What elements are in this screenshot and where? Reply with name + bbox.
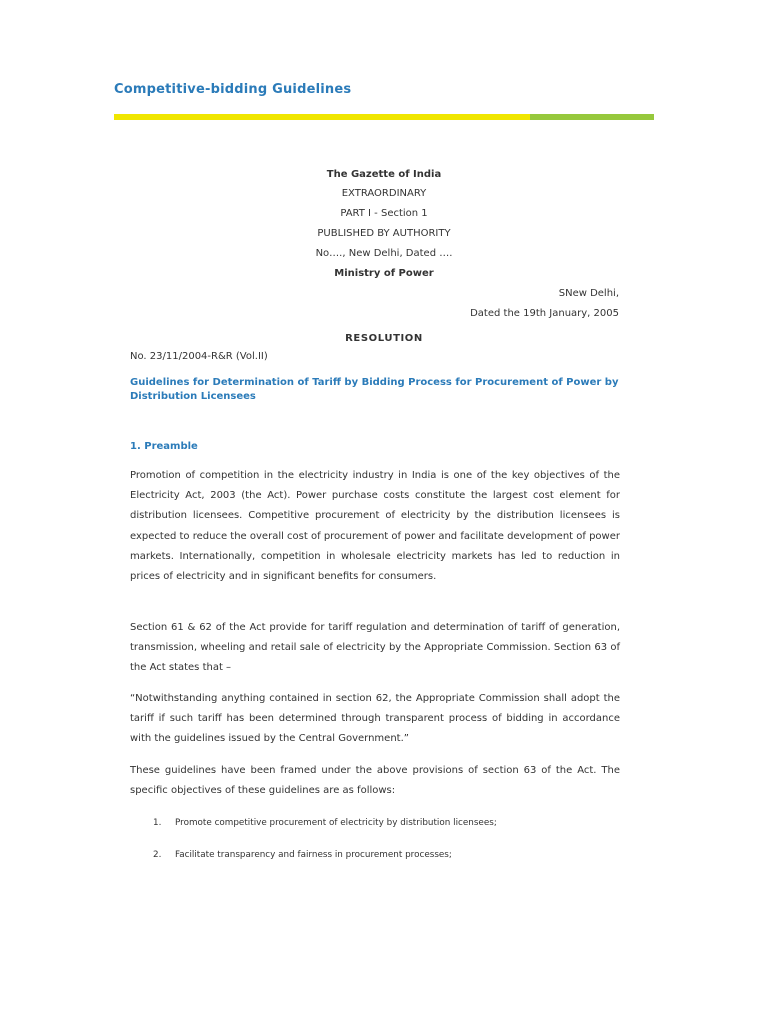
gazette-number-place: No…., New Delhi, Dated …. [315,248,453,259]
list-item-text: Promote competitive procurement of electricity by distribution licensees; [175,818,497,828]
document-title: Competitive-bidding Guidelines [114,82,352,97]
gazette-extraordinary: EXTRAORDINARY [341,188,427,199]
list-item [153,850,452,860]
gazette-title: The Gazette of India [326,169,442,180]
subject-line-1: Guidelines for Determination of Tariff by Bidding Process for Procurement of Power by [130,377,619,388]
title-rule-yellow [114,114,530,120]
title-rule-green [530,114,654,120]
resolution-heading: RESOLUTION [345,333,423,344]
date-line: Dated the 19th January, 2005 [470,308,619,319]
paragraph: Promotion of competition in the electricity industry in India is one of the key objectives of the Electricity Act, 2003 (the Act). Power purchase costs constitute the largest cost element for distribution licensees. Competitive procurement of electricity by the distribution licensees is expected to reduce the overall cost of procurement of power and facilitate development of power markets. Internationally, competition in wholesale electricity markets has led to reduction in prices of electricity and in significant benefits for consumers. [130,470,620,583]
paragraph: “Notwithstanding anything contained in section 62, the Appropriate Commission shall adopt the tariff if such tariff has been determined through transparent process of bidding in accordance with the guidelines issued by the Central Government.” [130,693,620,745]
gazette-part: PART I - Section 1 [340,208,428,219]
list-item [153,818,497,828]
subject-heading [130,376,625,404]
list-item-text: Facilitate transparency and fairness in procurement processes; [175,850,452,860]
paragraph: These guidelines have been framed under the above provisions of section 63 of the Act. The specific objectives of these guidelines are as follows: [130,765,620,797]
paragraph: Section 61 & 62 of the Act provide for tariff regulation and determination of tariff of generation, transmission, wheeling and retail sale of electricity by the Appropriate Commission. Section 63 of the Act states that – [130,622,620,674]
list-item-number: 2. [153,850,162,860]
subject-line-2: Distribution Licensees [130,391,256,402]
place-line: SNew Delhi, [558,288,619,299]
list-item-number: 1. [153,818,162,828]
gazette-published: PUBLISHED BY AUTHORITY [317,228,451,239]
ministry-name: Ministry of Power [334,268,434,279]
section-heading-preamble: 1. Preamble [130,441,198,452]
resolution-number: No. 23/11/2004-R&R (Vol.II) [130,351,268,362]
